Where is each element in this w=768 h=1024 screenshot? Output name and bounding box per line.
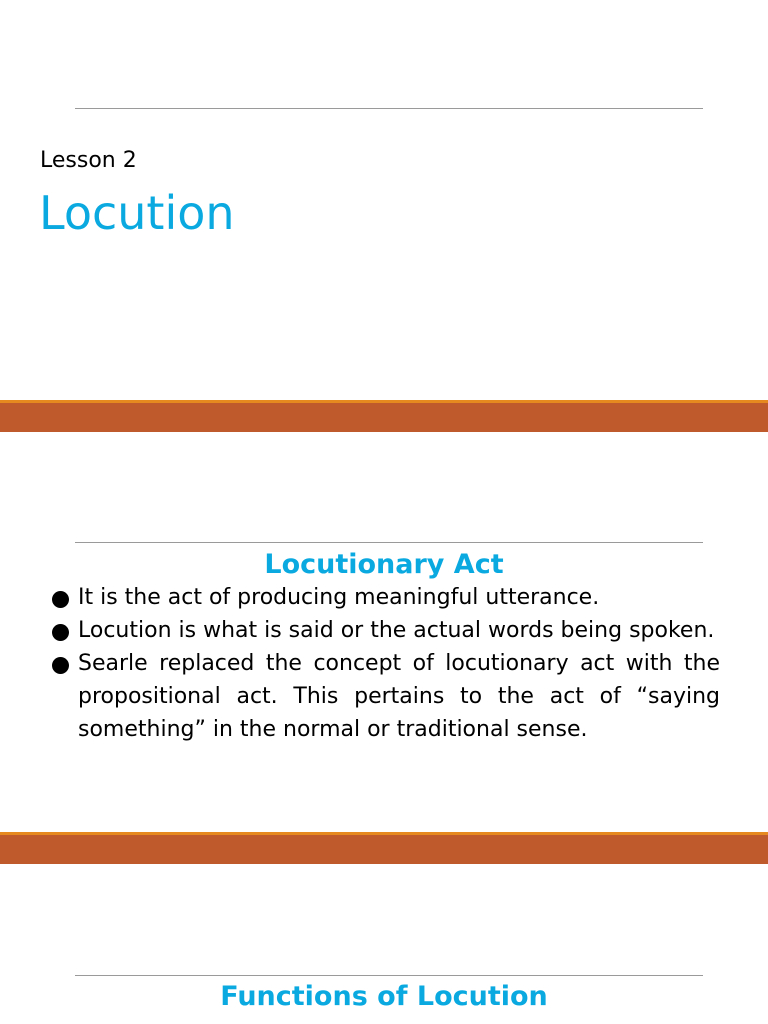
bullet-list [50, 581, 720, 746]
divider-rule [75, 108, 703, 109]
lesson-title: Locution [39, 186, 235, 240]
bullet-text: Searle replaced the concept of locutionary act with the propositional act. This pertains to the act of “saying something” in the normal or traditional sense. [78, 651, 720, 742]
bullet-dot-icon [52, 624, 69, 641]
bullet-dot-icon [52, 657, 69, 674]
bullet-item [50, 581, 720, 614]
bullet-item [50, 647, 720, 746]
bullet-dot-icon [52, 591, 69, 608]
slide-separator-band [0, 832, 768, 864]
bullet-item [50, 614, 720, 647]
slide-separator-band [0, 400, 768, 432]
section-heading: Functions of Locution [220, 981, 548, 1012]
slide-locutionary-act [0, 432, 768, 832]
divider-rule [75, 542, 703, 543]
slide-title [0, 0, 768, 400]
divider-rule [75, 975, 703, 976]
lesson-label: Lesson 2 [40, 148, 137, 173]
bullet-text: Locution is what is said or the actual words being spoken. [78, 618, 715, 643]
section-heading: Locutionary Act [264, 549, 504, 580]
slide-functions-of-locution [0, 864, 768, 1024]
bullet-text: It is the act of producing meaningful utterance. [78, 585, 600, 610]
